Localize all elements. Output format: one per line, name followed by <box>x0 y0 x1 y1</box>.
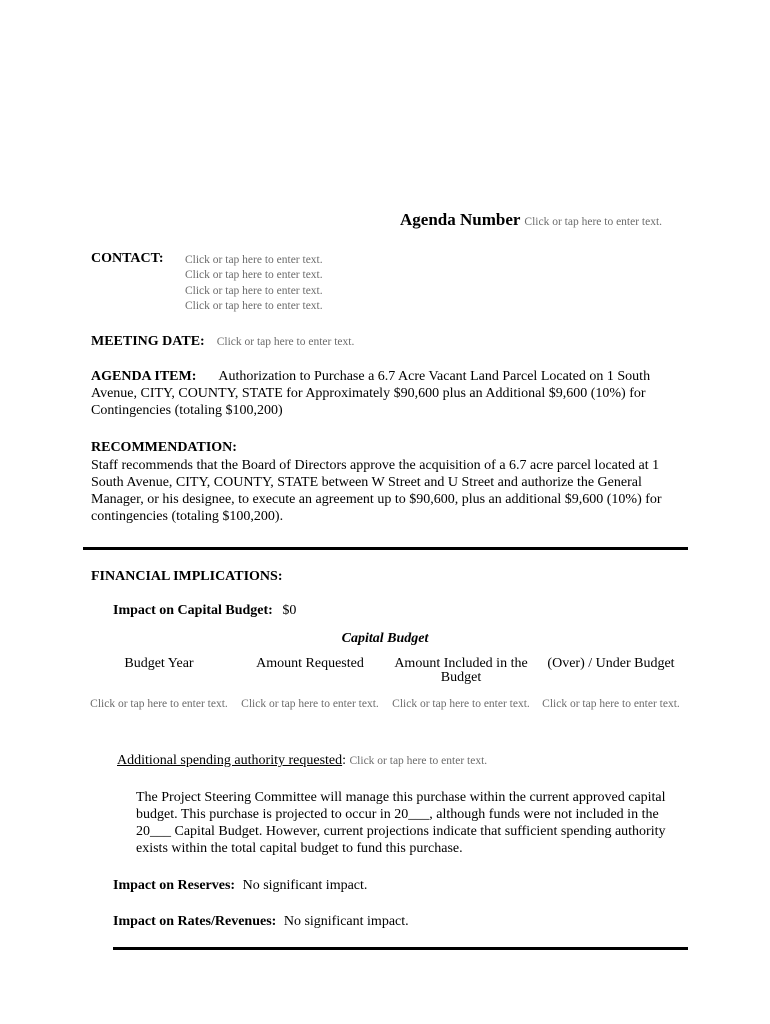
contact-field-2[interactable]: Click or tap here to enter text. <box>185 269 323 282</box>
meeting-date-field[interactable]: Click or tap here to enter text. <box>216 336 355 348</box>
additional-authority-label: Additional spending authority requested <box>117 753 343 768</box>
divider-top <box>83 547 688 550</box>
additional-authority-field[interactable]: Click or tap here to enter text. <box>349 755 488 767</box>
rates-row <box>113 914 409 930</box>
agenda-item <box>91 368 691 419</box>
amount-included-field[interactable]: Click or tap here to enter text. <box>392 698 530 710</box>
recommendation-label: RECOMMENDATION: <box>91 440 237 455</box>
contact-field-4[interactable]: Click or tap here to enter text. <box>185 299 323 312</box>
agenda-number-field[interactable]: Click or tap here to enter text. <box>524 216 663 228</box>
contact-field-1[interactable]: Click or tap here to enter text. <box>185 254 323 266</box>
amount-requested-field[interactable]: Click or tap here to enter text. <box>241 698 379 710</box>
col-header-amount-requested: Amount Requested <box>256 656 364 671</box>
rates-label: Impact on Rates/Revenues: <box>113 914 277 929</box>
contact-field-3[interactable]: Click or tap here to enter text. <box>185 284 323 297</box>
recommendation-text: Staff recommends that the Board of Directors approve the acquisition of a 6.7 acre parcel located at 1 South Avenue, CITY, COUNTY, STATE between W Street and U Street and authorize the General Manager, or his designee, to execute an agreement up to $90,600, plus an additional $9,600 (10%) for contingencies (totaling $100,200). <box>91 458 662 524</box>
capital-impact-value: $0 <box>282 603 297 618</box>
divider-bottom <box>113 947 688 950</box>
reserves-label: Impact on Reserves: <box>113 878 236 893</box>
meeting-date-label: MEETING DATE: <box>91 334 205 349</box>
financial-label: FINANCIAL IMPLICATIONS: <box>91 569 283 584</box>
col-header-amount-included: Amount Included in the Budget <box>394 656 528 685</box>
col-header-over-under: (Over) / Under Budget <box>547 656 675 671</box>
meeting-date-row <box>91 332 354 350</box>
reserves-row <box>113 878 367 894</box>
capital-impact-label: Impact on Capital Budget: <box>113 603 273 618</box>
capital-budget-title: Capital Budget <box>341 631 429 646</box>
agenda-number-label: Agenda Number <box>400 210 521 229</box>
rates-value: No significant impact. <box>283 914 409 929</box>
agenda-number-row <box>400 210 662 230</box>
agenda-item-label: AGENDA ITEM: <box>91 369 197 384</box>
over-under-field[interactable]: Click or tap here to enter text. <box>542 698 680 710</box>
agenda-item-text: Authorization to Purchase a 6.7 Acre Vacant Land Parcel Located on 1 South Avenue, CITY, COUNTY, STATE for Approximately $90,600 plus an Additional $9,600 (10%) for Contingencies (totaling $100,200) <box>91 369 651 418</box>
steering-paragraph: The Project Steering Committee will manage this purchase within the current approved capital budget. This purchase is projected to occur in 20___, although funds were not included in the 20___ Capital Budget. However, current projections indicate that sufficient spending authority exists within the total capital budget to fund this purchase. <box>136 790 666 856</box>
additional-authority-colon: : <box>342 753 347 768</box>
reserves-value: No significant impact. <box>242 878 368 893</box>
budget-year-field[interactable]: Click or tap here to enter text. <box>90 698 228 710</box>
contact-fields <box>185 253 323 314</box>
col-header-budget-year: Budget Year <box>124 656 194 671</box>
capital-impact-row <box>113 603 296 619</box>
contact-label: CONTACT: <box>91 251 164 266</box>
additional-authority-row <box>117 753 487 769</box>
